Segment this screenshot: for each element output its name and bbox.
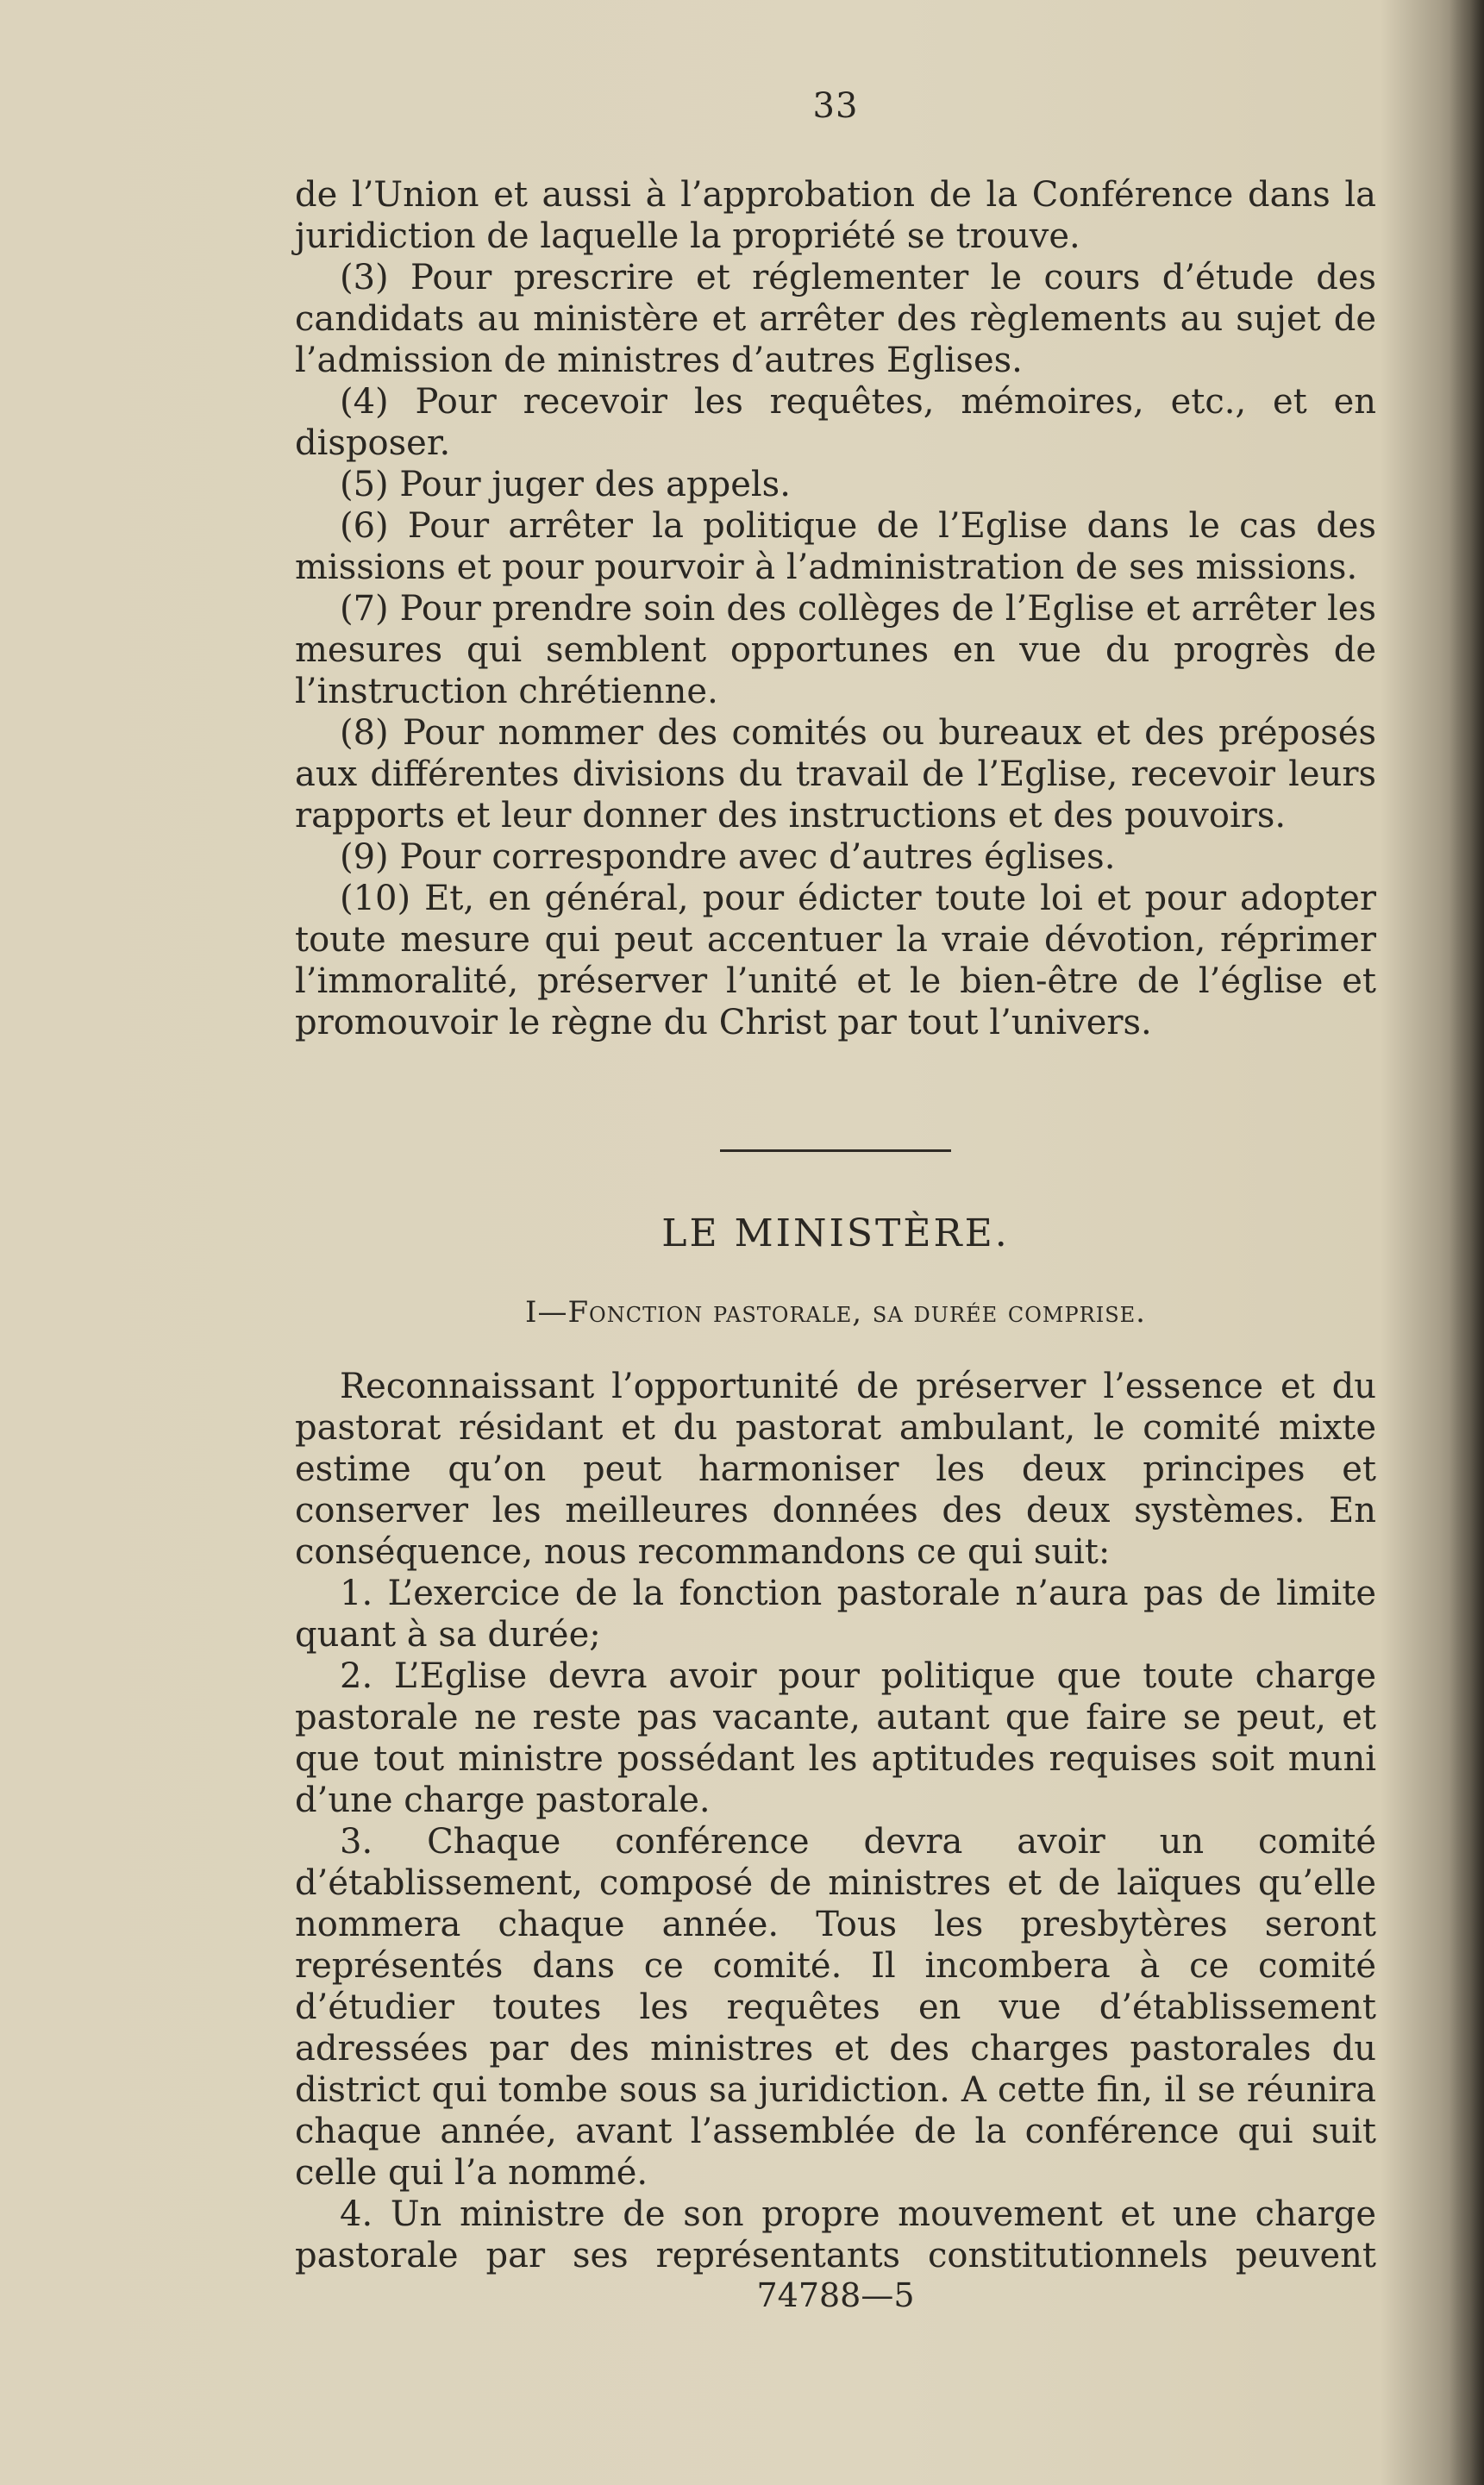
paragraph-point-4: 4. Un ministre de son propre mouvement et une charge pastorale par ses représentants constitutionnels peuvent: [295, 2194, 1376, 2275]
paragraph-item-8: (8) Pour nommer des comités ou bureaux et des préposés aux différentes divisions du travail de l’Eglise, recevoir leurs rapports et leur donner des instructions et des pouvoirs.: [295, 713, 1376, 836]
paragraph-continuation: de l’Union et aussi à l’approbation de la Conférence dans la juridiction de laquelle la propriété se trouve.: [295, 175, 1376, 256]
paragraph-point-2: 2. L’Eglise devra avoir pour politique que toute charge pastorale ne reste pas vacante, autant que faire se peut, et que tout ministre possédant les aptitudes requises soit muni d’une charge pastorale.: [295, 1656, 1376, 1820]
paragraph-item-7: (7) Pour prendre soin des collèges de l’Eglise et arrêter les mesures qui semblent opportunes en vue du progrès de l’instruction chrétienne.: [295, 589, 1376, 711]
page-number: 33: [812, 86, 859, 126]
paragraph-intro: Reconnaissant l’opportunité de préserver l’essence et du pastorat résidant et du pastorat ambulant, le comité mixte estime qu’on peut harmoniser les deux principes et conserver les meilleures données des deux systèmes. En conséquence, nous recommandons ce qui suit:: [295, 1367, 1376, 1572]
paragraph-item-3: (3) Pour prescrire et réglementer le cours d’étude des candidats au ministère et arrêter des règlements au sujet de l’admission de ministres d’autres Eglises.: [295, 258, 1376, 380]
signature-code: 74788—5: [756, 2276, 915, 2314]
paragraph-point-1: 1. L’exercice de la fonction pastorale n’aura pas de limite quant à sa durée;: [295, 1574, 1376, 1655]
page-edge-shadow: [1450, 0, 1484, 2485]
body-text-top: [295, 174, 1376, 1043]
section-divider: [720, 1149, 951, 1152]
section-subheading: I—Fonction pastorale, sa durée comprise.: [525, 1295, 1146, 1330]
paragraph-item-6: (6) Pour arrêter la politique de l’Eglise dans le cas des missions et pour pourvoir à l’administration de ses missions.: [295, 506, 1376, 587]
paragraph-item-4: (4) Pour recevoir les requêtes, mémoires, etc., et en disposer.: [295, 382, 1376, 463]
paragraph-item-5: (5) Pour juger des appels.: [340, 465, 791, 504]
paragraph-item-10: (10) Et, en général, pour édicter toute loi et pour adopter toute mesure qui peut accentuer la vraie dévotion, réprimer l’immoralité, préserver l’unité et le bien-être de l’église et promouvoir le règne du Christ par tout l’univers.: [295, 879, 1376, 1042]
paragraph-point-3: 3. Chaque conférence devra avoir un comité d’établissement, composé de ministres et de laïques qu’elle nommera chaque année. Tous les presbytères seront représentés dans ce comité. Il incombera à ce comité d’étudier toutes les requêtes en vue d’établissement adressées par des ministres et des charges pastorales du district qui tombe sous sa juridiction. A cette fin, il se réunira chaque année, avant l’assemblée de la conférence qui suit celle qui l’a nommé.: [295, 1822, 1376, 2193]
paragraph-item-9: (9) Pour correspondre avec d’autres églises.: [340, 837, 1116, 877]
body-text-bottom: [295, 1366, 1376, 2276]
section-heading: LE MINISTÈRE.: [661, 1211, 1010, 1255]
